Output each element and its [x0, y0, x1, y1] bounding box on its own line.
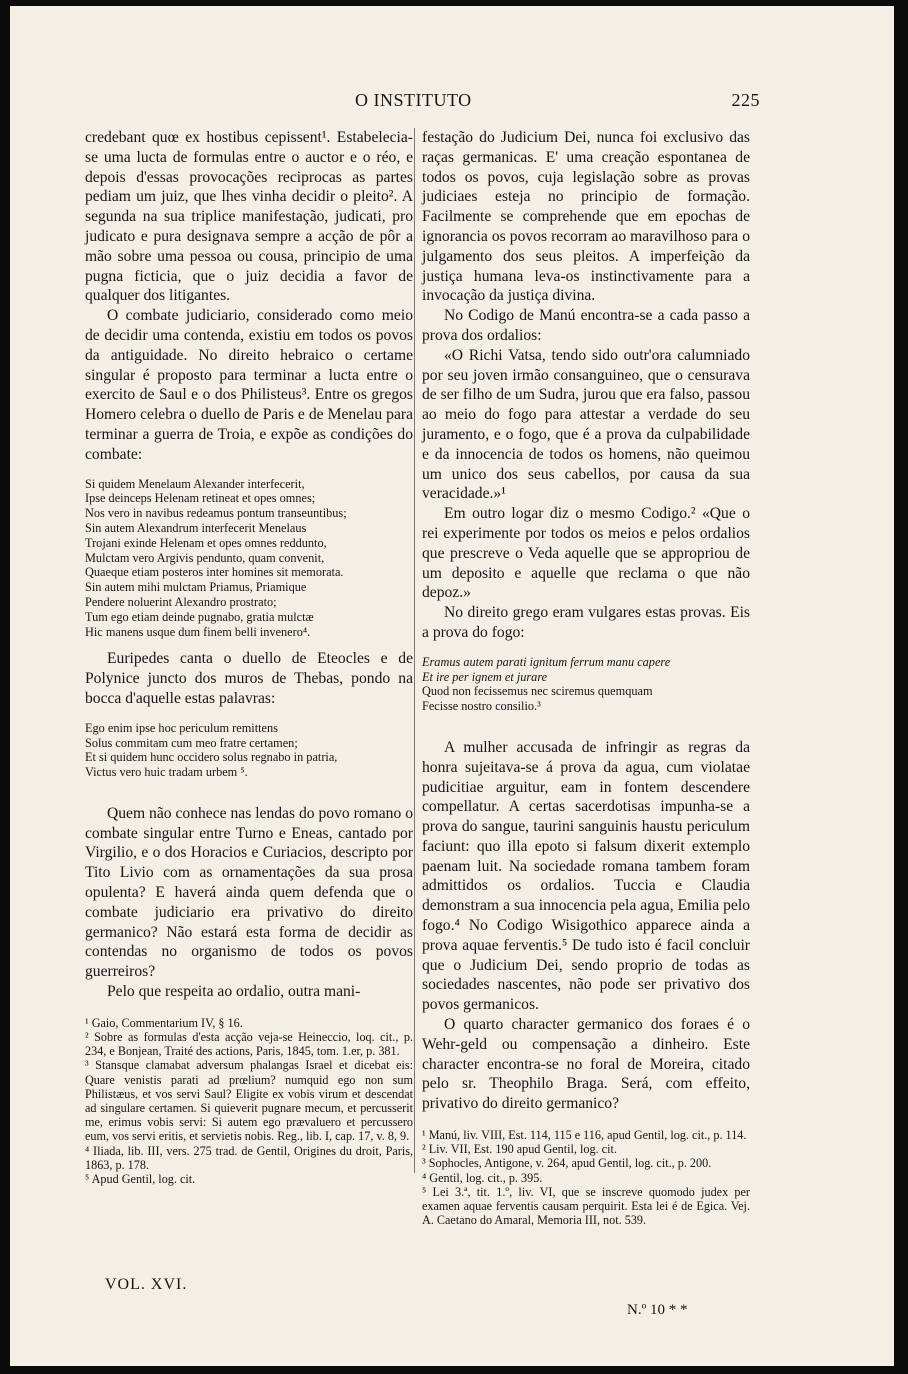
right-paragraph-1: festação do Judicium Dei, nunca foi exclusivo das raças germanicas. E' uma creação espontanea de todos os povos, cuja legislação sobre as provas judiciaes esteja no principio de formação. Facilmente se comprehende que em epochas de ignorancia os povos recorram ao maravilhoso para o julgamento dos seus pleitos. A imperfeição da justiça humana leva-os instinctivamente para a invocação da justiça divina.	[422, 129, 750, 305]
journal-title: O INSTITUTO	[355, 90, 472, 110]
page-number: 225	[731, 90, 760, 110]
footnote: ¹ Gaio, Commentarium IV, § 16.	[85, 1015, 243, 1030]
running-header	[60, 90, 760, 116]
quote-line: Sin autem Alexandrum interfecerit Menelaus	[85, 520, 307, 535]
quote-line: Eramus autem parati ignitum ferrum manu capere	[422, 654, 671, 669]
right-footnotes	[422, 1128, 750, 1227]
greek-ordeal-quote	[422, 655, 750, 714]
quote-line: Et si quidem hunc occidero solus regnabo in patria,	[85, 750, 338, 765]
left-paragraph-4: Quem não conhece nas lendas do povo romano o combate singular entre Turno e Eneas, cantado por Virgilio, e o dos Horacios e Curiacios, descripto por Tito Livio com as ornamentações da sua prosa opulenta? E haverá ainda quem defenda que o combate judiciario era privativo do direito germanico? Não estará esta forma de decidir as contendas no organismo de todos os povos guerreiros?	[85, 804, 413, 981]
left-paragraph-5: Pelo que respeita ao ordalio, outra mani-	[107, 983, 361, 1001]
footnote: ⁵ Lei 3.ª, tit. 1.º, liv. VI, que se inscreve quomodo judex per examen aquae ferventis causam perquirit. Esta lei é de Egica. Vej. A. Caetano do Amaral, Memoria III, not. 539.	[422, 1184, 750, 1228]
quote-line: Nos vero in navibus redeamus pontum transeuntibus;	[85, 506, 347, 521]
footnote: ⁴ Gentil, log. cit., p. 395.	[422, 1170, 543, 1185]
quote-line: Mulctam vero Argivis pendunto, quam convenit,	[85, 550, 325, 565]
quote-line: Hic manens usque dum finem belli invenero⁴.	[85, 624, 311, 639]
right-paragraph-6: A mulher accusada de infringir as regras da honra sujeitava-se á prova da agua, cum violatae pudicitiae arguitur, eam in fontem descendere compellatur. A certas sacerdotisas impunha-se a prova do sangue, taurini sanguinis haustu periculum faciunt: quo illa epoto si falsum dixerit extemplo paenam luit. Na sociedade romana tambem foram admittidos os ordalios. Tuccia e Claudia demonstram a sua innocencia pela agua, Emilia pelo fogo.⁴ No Codigo Wisigothico apparece ainda a prova aquae ferventis.⁵ De tudo isto é facil concluir que o Judicium Dei, sendo proprio de todas as sociedades nascentes, não pode ser privativo dos povos germanicos.	[422, 738, 750, 1014]
footnote: ³ Stansque clamabat adversum phalangas Israel et dicebat eis: Quare venistis parati ad prœlium? numquid ego non sum Philistæus, et vos servi Saul? Eligite ex vobis virum et descendat ad singulare certamen. Si quieverit pugnare mecum, et percusserit me, erimus vobis servi: Si autem ego prævaluero et percussero eum, vos servi eritis, et servietis nobis. Reg., lib. I, cap. 17, v. 8, 9.	[85, 1058, 413, 1144]
quote-line: Sin autem mihi mulctam Priamus, Priamique	[85, 580, 307, 595]
footnote: ² Liv. VII, Est. 190 apud Gentil, log. cit.	[422, 1142, 617, 1157]
left-paragraph-3: Euripedes canta o duello de Eteocles e de Polynice juncto dos muros de Thebas, pondo na bocca d'aquelle estas palavras:	[85, 650, 413, 707]
left-column	[85, 128, 413, 1186]
left-paragraph-1: credebant quœ ex hostibus cepissent¹. Estabelecia-se uma lucta de formulas entre o auctor e o réo, e depois d'essas provocações reciprocas as partes pediam um juiz, que lhes vinha decidir o pleito². A segunda na sua triplice manifestação, judicati, pro judicato e pura designava sempre a acção de pôr a mão sobre uma pessoa ou cousa, principio de uma pugna ficticia, que o juiz decidia a favor de qualquer dos litigantes.	[85, 129, 413, 305]
quote-line: Quod non fecissemus nec sciremus quemquam	[422, 684, 653, 699]
right-paragraph-2: No Codigo de Manú encontra-se a cada passo a prova dos ordalios:	[422, 307, 750, 344]
right-paragraph-4: Em outro logar diz o mesmo Codigo.² «Que o rei experimente por todos os meios e pelos ordalios que prescreve o Veda aquelle que se appropriou de um deposito e aquelle que reclama o que não depoz.»	[422, 505, 750, 602]
left-paragraph-2: O combate judiciario, considerado como meio de decidir uma contenda, existiu em todos os povos da antiguidade. No direito hebraico o certame singular é proposto para terminar a lucta entre o exercito de Saul e o dos Philisteus³. Entre os gregos Homero celebra o duello de Paris e de Menelau para terminar a guerra de Troia, e expõe as condições do combate:	[85, 307, 413, 463]
volume-label: VOL. XVI.	[105, 1276, 188, 1293]
footnote: ² Sobre as formulas d'esta acção veja-se Heineccio, loq. cit., p. 234, e Bonjean, Traité des actions, Paris, 1845, tom. 1.er, p. 381.	[85, 1030, 413, 1059]
right-column	[422, 128, 750, 1227]
footnote: ⁵ Apud Gentil, log. cit.	[85, 1172, 196, 1187]
footnote: ⁴ Iliada, lib. III, vers. 275 trad. de Gentil, Origines du droit, Paris, 1863, p. 178.	[85, 1143, 413, 1172]
right-paragraph-7: O quarto character germanico dos foraes é o Wehr-geld ou compensação a dinheiro. Este character encontra-se no foral de Moreira, citado pelo sr. Theophilo Braga. Será, com effeito, privativo do direito germanico?	[422, 1016, 750, 1113]
footnote: ¹ Manú, liv. VIII, Est. 114, 115 e 116, apud Gentil, log. cit., p. 114.	[422, 1128, 747, 1143]
column-divider	[414, 128, 415, 1173]
quote-line: Pendere noluerint Alexandro prostrato;	[85, 594, 277, 609]
footnote: ³ Sophocles, Antigone, v. 264, apud Gentil, log. cit., p. 200.	[422, 1156, 712, 1171]
quote-line: Solus commitam cum meo fratre certamen;	[85, 735, 298, 750]
homer-quote	[85, 477, 413, 640]
left-footnotes	[85, 1016, 413, 1186]
quote-line: Ego enim ipse hoc periculum remittens	[85, 720, 278, 735]
quote-line: Ipse deinceps Helenam retineat et opes omnes;	[85, 491, 316, 506]
scanned-page	[10, 6, 894, 1366]
quote-line: Victus vero huic tradam urbem ⁵.	[85, 765, 248, 780]
quote-line: Quaeque etiam posteros inter homines sit memorata.	[85, 565, 344, 580]
quote-line: Fecisse nostro consilio.³	[422, 699, 541, 714]
signature-mark: N.º 10 * *	[627, 1302, 688, 1318]
quote-line: Trojani exinde Helenam et opes omnes reddunto,	[85, 535, 327, 550]
euripides-quote	[85, 721, 413, 780]
right-paragraph-3: «O Richi Vatsa, tendo sido outr'ora calumniado por seu joven irmão consanguineo, que o censurava de ser filho de um Sudra, jurou que era falso, passou ao meio do fogo para attestar a verdade do seu juramento, e o fogo, que é a prova da culpabilidade e da innocencia de todos os homens, não queimou um unico dos seus cabellos, por causa da sua veracidade.»¹	[422, 346, 750, 503]
quote-line: Si quidem Menelaum Alexander interfecerit,	[85, 476, 305, 491]
quote-line: Et ire per ignem et jurare	[422, 669, 548, 684]
quote-line: Tum ego etiam deinde pugnabo, gratia mulctæ	[85, 609, 314, 624]
right-paragraph-5: No direito grego eram vulgares estas provas. Eis a prova do fogo:	[422, 604, 750, 641]
